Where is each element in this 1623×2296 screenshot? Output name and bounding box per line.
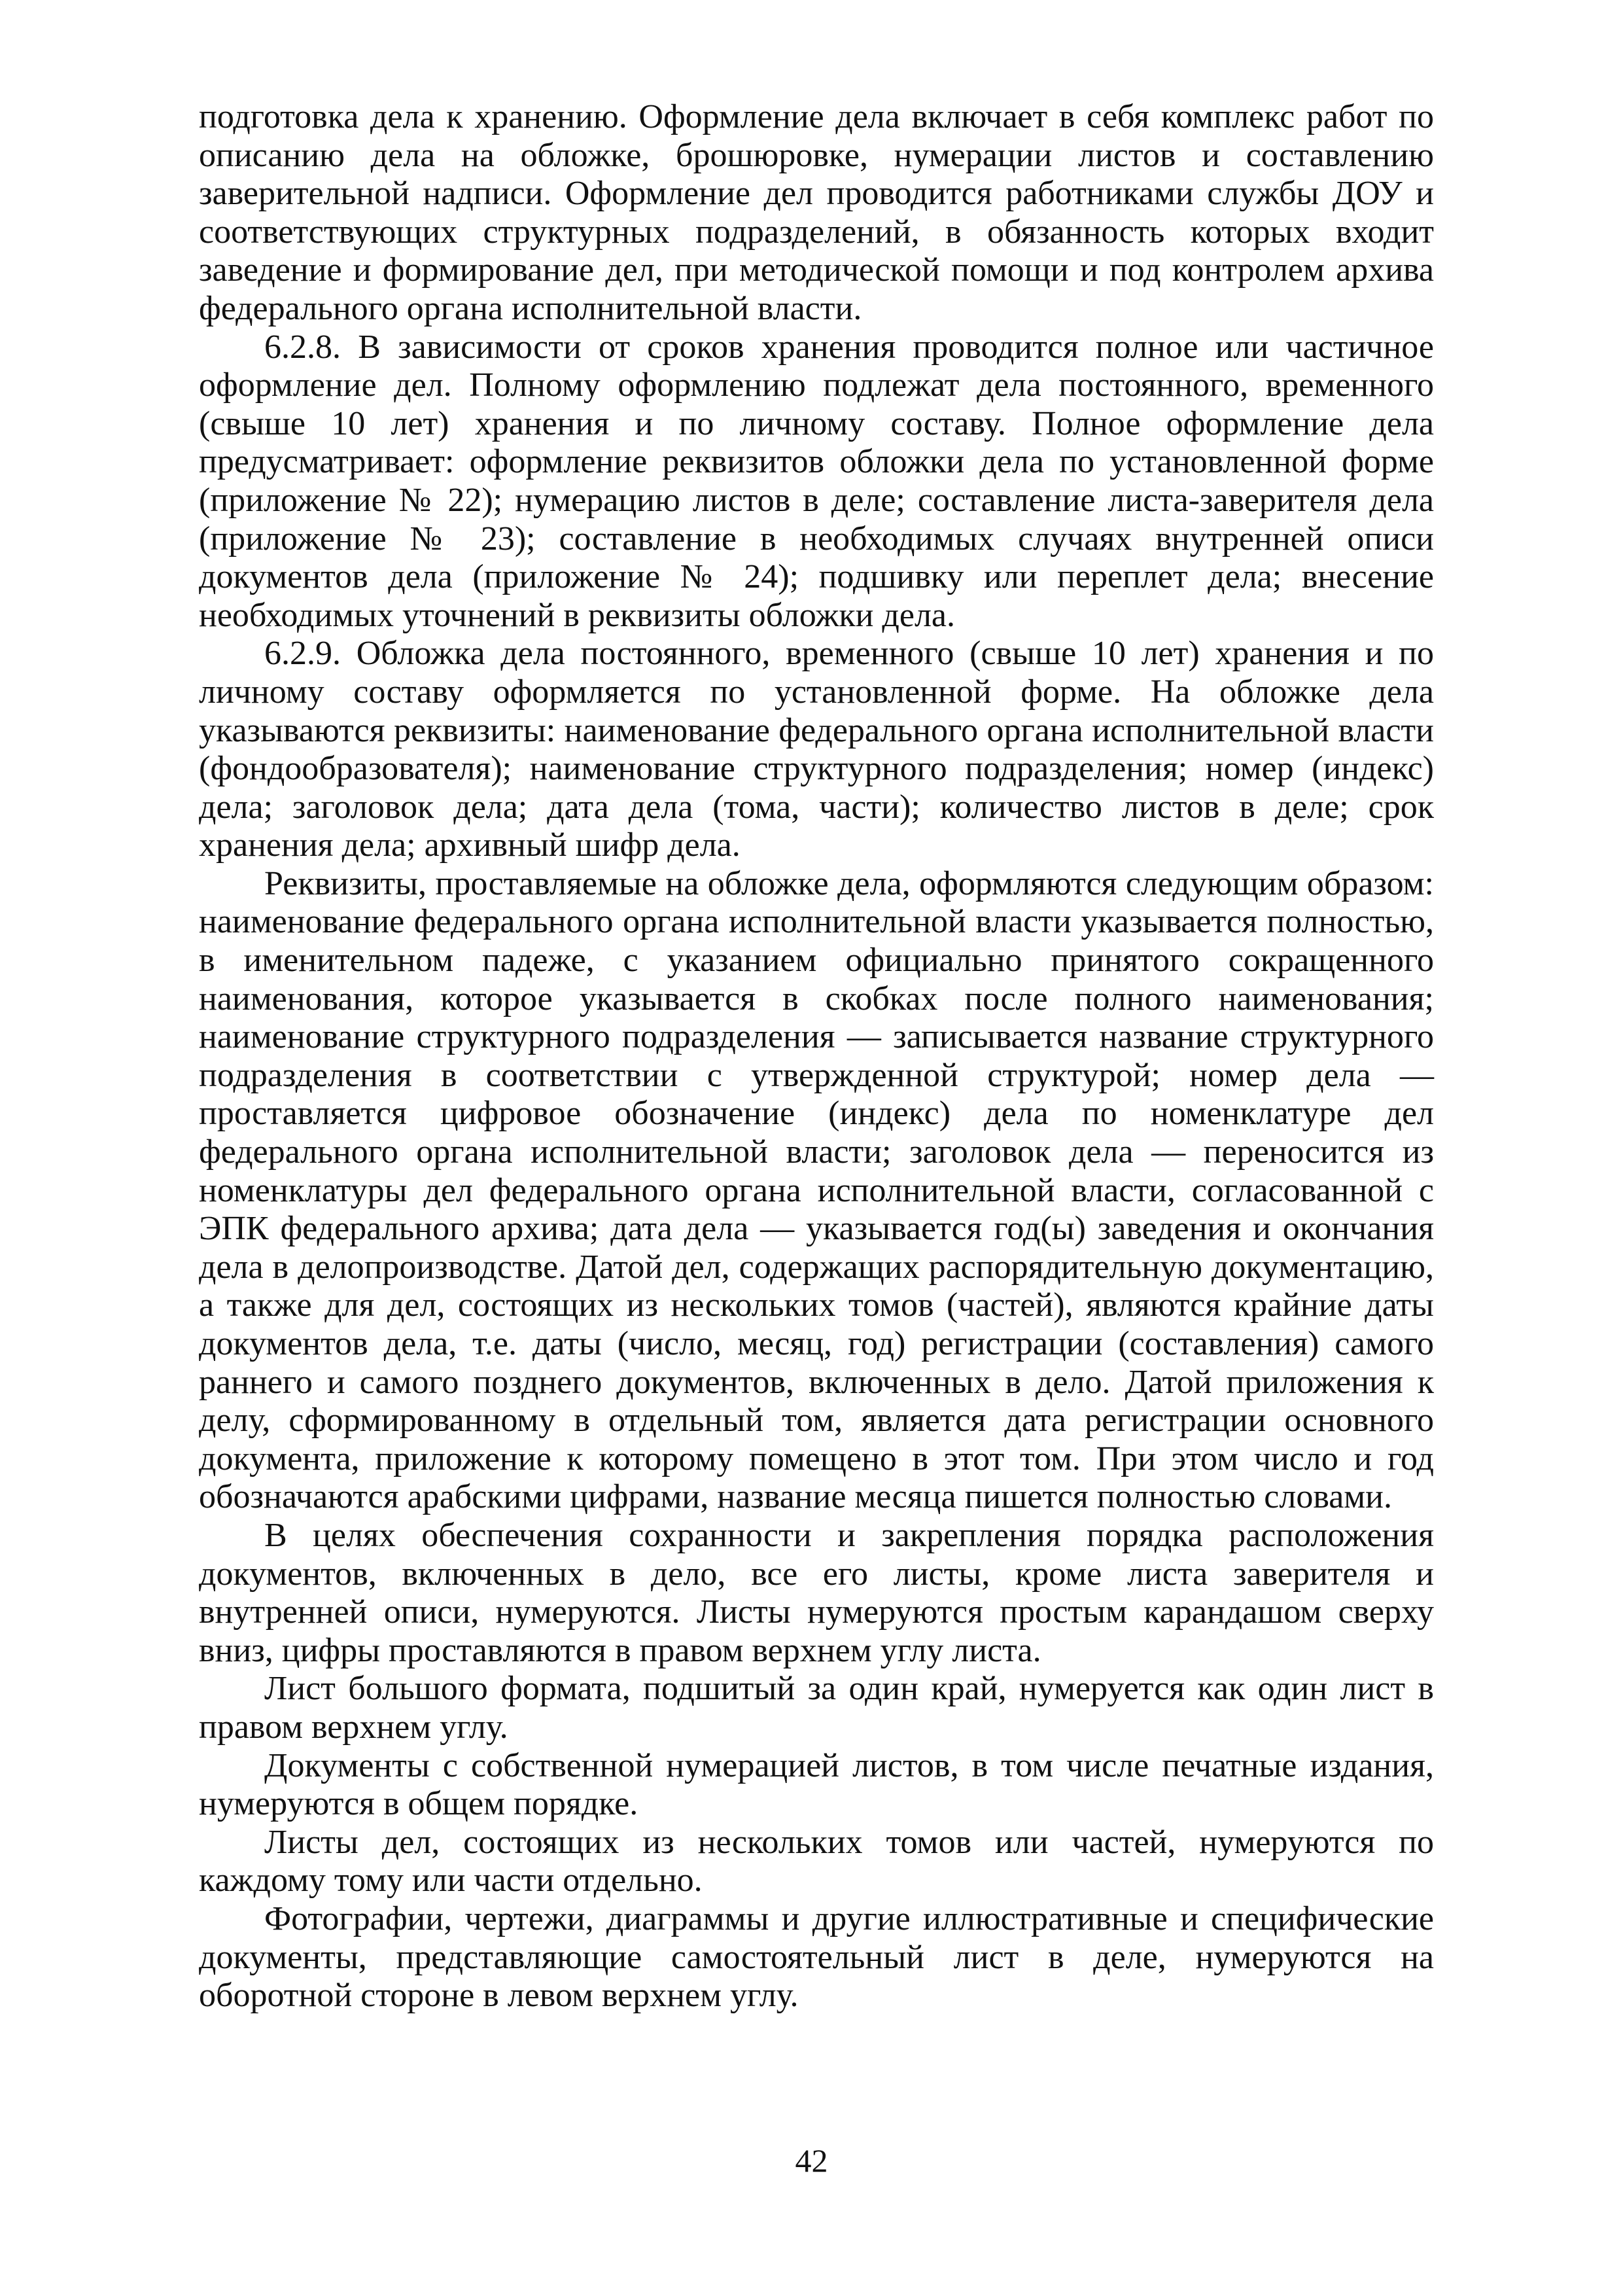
paragraph-photographs: Фотографии, чертежи, диаграммы и другие иллюстративные и специфические документы, представляющие самостоятельный лист в деле, нумеруются на оборотной стороне в левом верхнем углу.: [199, 1899, 1434, 2015]
paragraph-multi-volume: Листы дел, состоящих из нескольких томов или частей, нумеруются по каждому тому или части отдельно.: [199, 1823, 1434, 1899]
paragraph-large-format-sheet: Лист большого формата, подшитый за один край, нумеруется как один лист в правом верхнем углу.: [199, 1670, 1434, 1746]
paragraph-cover-requisites: Реквизиты, проставляемые на обложке дела, оформляются следующим образом: наименование федерального органа исполнительной власти указывается полностью, в именительном падеже, с указанием официально принятого сокращенного наименования, которое указывается в скобках после полного наименования; наименование структурного подразделения — записывается название структурного подразделения в соответствии с утвержденной структурой; номер дела — проставляется цифровое обозначение (индекс) дела по номенклатуре дел федерального органа исполнительной власти; заголовок дела — переносится из номенклатуры дел федерального органа исполнительной власти, согласованной с ЭПК федерального архива; дата дела — указывается год(ы) заведения и окончания дела в делопроизводстве. Датой дел, содержащих распорядительную документацию, а также для дел, состоящих из нескольких томов (частей), являются крайние даты документов дела, т.е. даты (число, месяц, год) регистрации (составления) самого раннего и самого позднего документов, включенных в дело. Датой приложения к делу, сформированному в отдельный том, является дата регистрации основного документа, приложение к которому помещено в этот том. При этом число и год обозначаются арабскими цифрами, название месяца пишется полностью словами.: [199, 864, 1434, 1516]
paragraph-continuation: подготовка дела к хранению. Оформление дела включает в себя комплекс работ по описанию дела на обложке, брошюровке, нумерации листов и составлению заверительной надписи. Оформление дел проводится работниками службы ДОУ и соответствующих структурных подразделений, в обязанность которых входит заведение и формирование дел, при методической помощи и под контролем архива федерального органа исполнительной власти.: [199, 98, 1434, 327]
paragraph-6-2-8: 6.2.8. В зависимости от сроков хранения проводится полное или частичное оформление дел. Полному оформлению подлежат дела постоянного, временного (свыше 10 лет) хранения и по личному составу. Полное оформление дела предусматривает: оформление реквизитов обложки дела по установленной форме (приложение № 22); нумерацию листов в деле; составление листа-заверителя дела (приложение № 23); составление в необходимых случаях внутренней описи документов дела (приложение № 24); подшивку или переплет дела; внесение необходимых уточнений в реквизиты обложки дела.: [199, 328, 1434, 634]
document-body: [199, 98, 1434, 2015]
paragraph-own-numbering: Документы с собственной нумерацией листов, в том числе печатные издания, нумеруются в общем порядке.: [199, 1746, 1434, 1823]
paragraph-sheet-numbering: В целях обеспечения сохранности и закрепления порядка расположения документов, включенных в дело, все его листы, кроме листа заверителя и внутренней описи, нумеруются. Листы нумеруются простым карандашом сверху вниз, цифры проставляются в правом верхнем углу листа.: [199, 1516, 1434, 1669]
page-number: 42: [795, 2142, 828, 2179]
paragraph-6-2-9: 6.2.9. Обложка дела постоянного, временного (свыше 10 лет) хранения и по личному составу оформляется по установленной форме. На обложке дела указываются реквизиты: наименование федерального органа исполнительной власти (фондообразователя); наименование структурного подразделения; номер (индекс) дела; заголовок дела; дата дела (тома, части); количество листов в деле; срок хранения дела; архивный шифр дела.: [199, 635, 1434, 864]
